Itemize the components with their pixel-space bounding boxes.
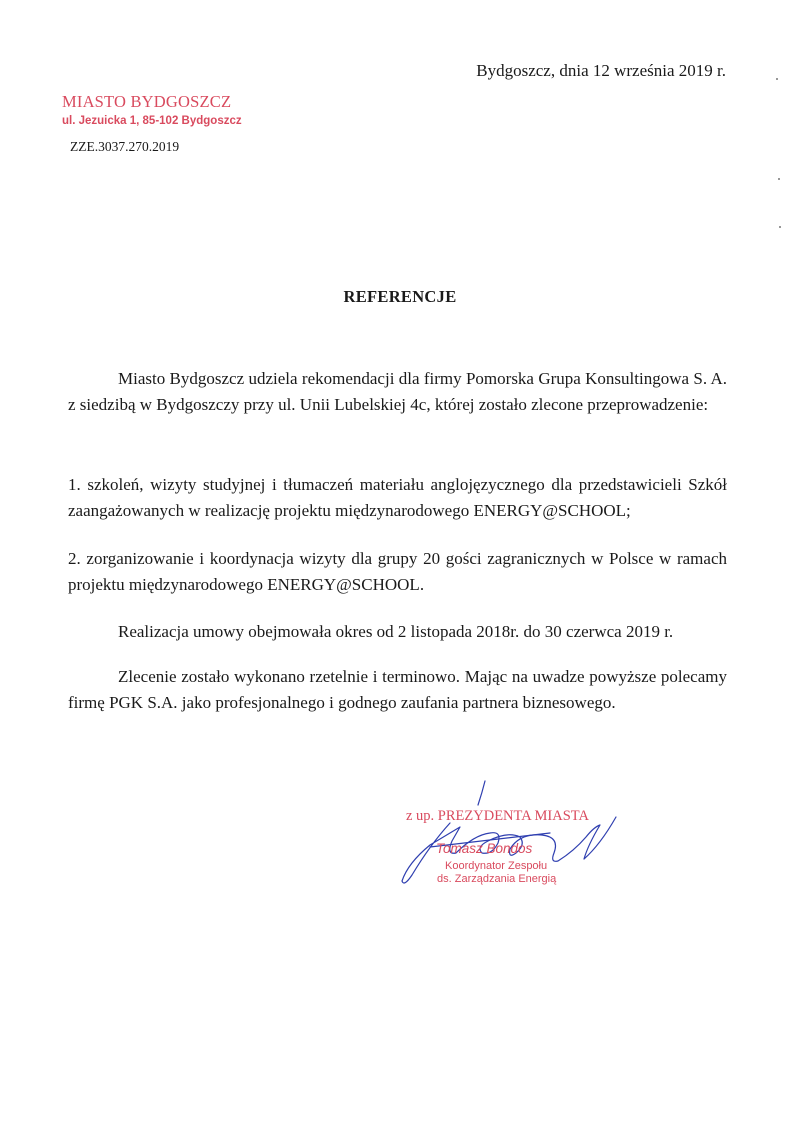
signature-authority: z up. PREZYDENTA MIASTA [406, 808, 589, 824]
document-title: REFERENCJE [343, 287, 457, 306]
reference-number: ZZE.3037.270.2019 [70, 139, 180, 154]
signatory-name: Tomasz Bondos [436, 841, 533, 856]
scan-speck [779, 226, 781, 228]
city-stamp [62, 92, 242, 127]
period-paragraph: Realizacja umowy obejmowała okres od 2 listopada 2018r. do 30 czerwca 2019 r. [118, 622, 674, 641]
signatory-department: ds. Zarządzania Energią [437, 873, 557, 885]
scan-speck [778, 178, 780, 180]
scan-speck [776, 78, 778, 80]
intro-paragraph: Miasto Bydgoszcz udziela rekomendacji dla firmy Pomorska Grupa Konsultingowa S. A. z siedzibą w Bydgoszczy przy ul. Unii Lubelskiej 4c, której zostało zlecone przeprowadzenie: [68, 369, 727, 414]
stamp-address: ul. Jezuicka 1, 85-102 Bydgoszcz [62, 115, 242, 127]
recommendation-paragraph: Zlecenie zostało wykonano rzetelnie i terminowo. Mając na uwadze powyższe polecamy firmę PGK S.A. jako profesjonalnego i godnego zaufania partnera biznesowego. [68, 667, 727, 712]
signatory-role: Koordynator Zespołu [445, 860, 548, 872]
place-and-date: Bydgoszcz, dnia 12 września 2019 r. [476, 61, 726, 80]
list-item-1: 1. szkoleń, wizyty studyjnej i tłumaczeń materiału anglojęzycznego dla przedstawicieli Szkół zaangażowanych w realizację projektu międzynarodowego ENERGY@SCHOOL; [68, 475, 727, 520]
stamp-city-name: MIASTO BYDGOSZCZ [62, 92, 232, 111]
list-item-2: 2. zorganizowanie i koordynacja wizyty dla grupy 20 gości zagranicznych w Polsce w ramach projektu międzynarodowego ENERGY@SCHOOL. [68, 549, 727, 594]
